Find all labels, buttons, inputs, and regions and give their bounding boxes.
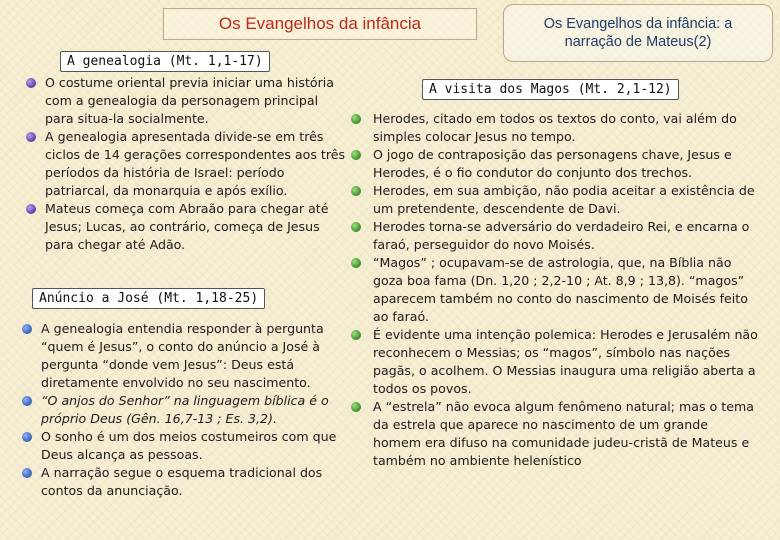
- list-item: A “estrela” não evoca algum fenômeno natural; mas o tema da estrela que aparece no nascimento de um grande homem era difuso na comunidade judeu-cristã de Mateus e também no ambiente helenístico: [373, 398, 759, 470]
- genealogia-list: [45, 74, 350, 254]
- list-item: Mateus começa com Abraão para chegar até Jesus; Lucas, ao contrário, começa de Jesus para chegar até Adão.: [45, 200, 350, 254]
- anuncio-list: [41, 320, 347, 500]
- section-label-genealogia: A genealogia (Mt. 1,1-17): [60, 51, 270, 72]
- bullet-icon: [351, 402, 361, 412]
- bullet-icon: [26, 132, 36, 142]
- section-label-magos: A visita dos Magos (Mt. 2,1-12): [422, 79, 679, 100]
- list-item: “Magos” ; ocupavam-se de astrologia, que, na Bíblia não goza boa fama (Dn. 1,20 ; 2,2-10 ; At. 8,9 ; 13,8). “magos” aparecem também no conto do nascimento de Moisés feito ao faraó.: [373, 254, 759, 326]
- bullet-icon: [26, 78, 36, 88]
- subtitle-line-1: Os Evangelhos da infância: a: [543, 15, 733, 32]
- list-item: Herodes, citado em todos os textos do conto, vai além do simples colocar Jesus no tempo.: [373, 110, 759, 146]
- list-item: Herodes, em sua ambição, não podia aceitar a existência de um pretendente, descendente de Davi.: [373, 182, 759, 218]
- list-item: “O anjos do Senhor” na linguagem bíblica é o próprio Deus (Gên. 16,7-13 ; Es. 3,2).: [41, 392, 347, 428]
- bullet-icon: [351, 114, 361, 124]
- bullet-icon: [351, 258, 361, 268]
- slide-title-text: Os Evangelhos da infância: [218, 14, 422, 33]
- list-item: É evidente uma intenção polemica: Herodes e Jerusalém não reconhecem o Messias; os “magos”, símbolo nas nações pagãs, o acolhem. O Messias inaugura uma religião aberta a todos os povos.: [373, 326, 759, 398]
- magos-list: [373, 110, 759, 470]
- bullet-icon: [22, 324, 32, 334]
- list-item: O sonho é um dos meios costumeiros com que Deus alcança as pessoas.: [41, 428, 347, 464]
- section-label-anuncio: Anúncio a José (Mt. 1,18-25): [32, 288, 265, 309]
- bullet-icon: [351, 150, 361, 160]
- list-item: A genealogia apresentada divide-se em três ciclos de 14 gerações correspondentes aos três períodos da história de Israel: período patriarcal, da monarquia e após exílio.: [45, 128, 350, 200]
- bullet-icon: [22, 432, 32, 442]
- bullet-icon: [351, 186, 361, 196]
- slide-subtitle: [503, 4, 773, 62]
- bullet-icon: [351, 330, 361, 340]
- list-item: A narração segue o esquema tradicional dos contos da anunciação.: [41, 464, 347, 500]
- list-item: Herodes torna-se adversário do verdadeiro Rei, e encarna o faraó, perseguidor do novo Moisés.: [373, 218, 759, 254]
- subtitle-line-2: narração de Mateus(2): [564, 34, 712, 50]
- list-item: O costume oriental previa iniciar uma história com a genealogia da personagem principal para situa-la socialmente.: [45, 74, 350, 128]
- list-item: A genealogia entendia responder à pergunta “quem é Jesus”, o conto do anúncio a José à pergunta “donde vem Jesus”: Deus está diretamente envolvido no seu nascimento.: [41, 320, 347, 392]
- slide-title: [163, 8, 477, 40]
- list-item: O jogo de contraposição das personagens chave, Jesus e Herodes, é o fio condutor do conjunto dos trechos.: [373, 146, 759, 182]
- bullet-icon: [22, 468, 32, 478]
- bullet-icon: [22, 396, 32, 406]
- bullet-icon: [351, 222, 361, 232]
- bullet-icon: [26, 204, 36, 214]
